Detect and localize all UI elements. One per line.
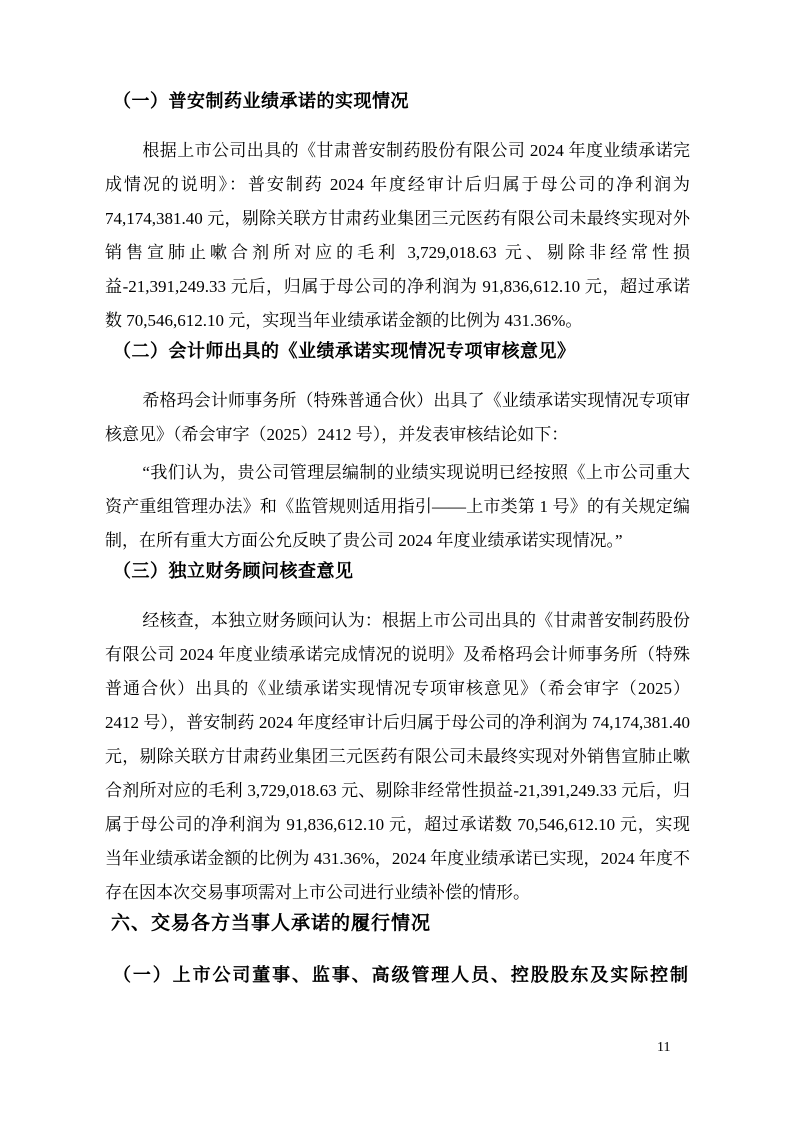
- section-heading-accountant-opinion: （二）会计师出具的《业绩承诺实现情况专项审核意见》: [113, 341, 576, 361]
- section-heading-directors-supervisors: （一）上市公司董事、监事、高级管理人员、控股股东及实际控制: [113, 965, 688, 985]
- paragraph-accountant-conclusion-quote: “我们认为，贵公司管理层编制的业绩实现说明已经按照《上市公司重大资产重组管理办法》和《监管规则适用指引——上市类第 1 号》的有关规定编制，在所有重大方面公允反映了贵公司 2024 年度业绩承诺实现情况。”: [105, 463, 690, 550]
- paragraph-financial-advisor-verification: 经核查，本独立财务顾问认为：根据上市公司出具的《甘肃普安制药股份有限公司 2024 年度业绩承诺完成情况的说明》及希格玛会计师事务所（特殊普通合伙）出具的《业绩承诺实现情况专项审核意见》（希会审字（2025）2412 号），普安制药 2024 年度经审计后归属于母公司的净利润为 74,174,381.40 元，剔除关联方甘肃药业集团三元医药有限公司未最终实现对外销售宣肺止嗽合剂所对应的毛利 3,729,018.63 元、剔除非经常性损益-21,391,249.33 元后，归属于母公司的净利润为 91,836,612.10 元，超过承诺数 70,546,612.10 元，实现当年业绩承诺金额的比例为 431.36%，2024 年度业绩承诺已实现，2024 年度不存在因本次交易事项需对上市公司进行业绩补偿的情形。: [105, 611, 690, 902]
- page-number: 11: [657, 1040, 671, 1055]
- section-heading-financial-advisor-opinion: （三）独立财务顾问核查意见: [113, 561, 354, 581]
- paragraph-accountant-report: 希格玛会计师事务所（特殊普通合伙）出具了《业绩承诺实现情况专项审核意见》（希会审字（2025）2412 号），并发表审核结论如下：: [105, 391, 690, 444]
- chapter-heading-commitment-fulfillment: 六、交易各方当事人承诺的履行情况: [111, 913, 432, 934]
- paragraph-performance-commitment-details: 根据上市公司出具的《甘肃普安制药股份有限公司 2024 年度业绩承诺完成情况的说明》：普安制药 2024 年度经审计后归属于母公司的净利润为 74,174,381.40 元，剔除关联方甘肃药业集团三元医药有限公司未最终实现对外销售宣肺止嗽合剂所对应的毛利 3,729,018.63 元、剔除非经常性损益-21,391,249.33 元后，归属于母公司的净利润为 91,836,612.10 元，超过承诺数 70,546,612.10 元，实现当年业绩承诺金额的比例为 431.36%。: [105, 141, 690, 330]
- document-body: [105, 88, 690, 988]
- section-heading-performance-commitment: （一）普安制药业绩承诺的实现情况: [113, 91, 409, 111]
